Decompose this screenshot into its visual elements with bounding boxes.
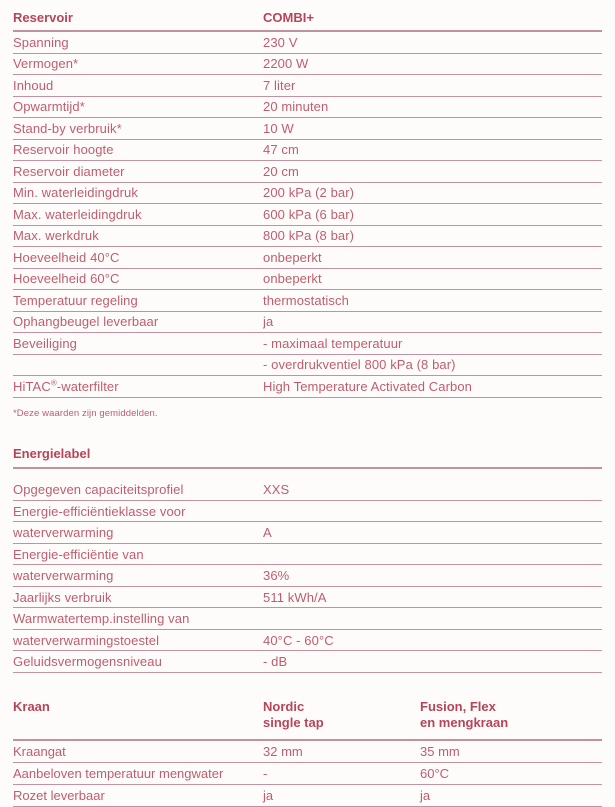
spec-value: 200 kPa (2 bar) (263, 185, 355, 201)
table-row (13, 630, 602, 652)
table-row (13, 290, 602, 312)
table-row (13, 226, 602, 248)
hitac-name: HiTAC (13, 378, 51, 394)
spec-label: Rozet leverbaar (13, 787, 105, 803)
table-row-hitac (13, 376, 602, 398)
spec-value: thermostatisch (263, 292, 349, 308)
kraan-col-nordic-line1: Nordic (263, 698, 305, 714)
spec-value: XXS (263, 482, 290, 498)
table-row (13, 97, 602, 119)
spec-label: Spanning (13, 34, 69, 50)
spec-label: Aanbeloven temperatuur mengwater (13, 765, 224, 781)
spec-value: 20 cm (263, 163, 299, 179)
table-row (13, 565, 602, 587)
spec-label: Jaarlijks verbruik (13, 589, 112, 605)
spec-label: Hoeveelheid 60°C (13, 271, 120, 287)
spec-value-fusion: 60°C (420, 765, 450, 781)
spec-label: Reservoir hoogte (13, 142, 114, 158)
kraan-col-fusion-line2: en mengkraan (420, 715, 509, 731)
spec-label: waterverwarmingstoestel (13, 632, 160, 648)
table-row (13, 587, 602, 609)
spec-value: 47 cm (263, 142, 299, 158)
spec-value: 511 kWh/A (263, 589, 327, 605)
spec-label: Vermogen* (13, 56, 79, 72)
spec-value: 40°C - 60°C (263, 632, 334, 648)
spec-value: 20 minuten (263, 99, 329, 115)
table-row (13, 651, 602, 673)
spec-label: waterverwarming (13, 568, 114, 584)
spec-label: Opwarmtijd* (13, 99, 85, 115)
spec-label: Inhoud (13, 77, 54, 93)
spec-value: 10 W (263, 120, 294, 136)
spec-label: Reservoir diameter (13, 163, 125, 179)
table-row (13, 312, 602, 334)
table-row (13, 183, 602, 205)
energy-section-title: Energielabel (13, 446, 602, 469)
spec-value: 600 kPa (6 bar) (263, 206, 355, 222)
spec-label: Temperatuur regeling (13, 292, 138, 308)
hitac-suffix: -waterfilter (56, 378, 119, 394)
spec-label: Opgegeven capaciteitsprofiel (13, 482, 184, 498)
spec-label: waterverwarming (13, 525, 114, 541)
kraan-header-label: Kraan (13, 698, 50, 714)
table-row (13, 501, 602, 523)
spec-value-nordic: - (263, 765, 268, 781)
table-row (13, 544, 602, 566)
spec-label: Warmwatertemp.instelling van (13, 611, 190, 627)
spec-value: onbeperkt (263, 271, 322, 287)
spec-label: Max. werkdruk (13, 228, 99, 244)
spec-label: Ophangbeugel leverbaar (13, 314, 159, 330)
spec-value: - maximaal temperatuur (263, 335, 403, 351)
table-row (13, 247, 602, 269)
table-row (13, 741, 602, 763)
spec-value-fusion: ja (420, 787, 431, 803)
table-row (13, 54, 602, 76)
table-row (13, 479, 602, 501)
reservoir-header-label: Reservoir (13, 10, 73, 25)
spec-value: 800 kPa (8 bar) (263, 228, 355, 244)
registered-trademark-symbol: ® (50, 378, 57, 388)
kraan-col-fusion (420, 699, 602, 732)
spec-value: - overdrukventiel 800 kPa (8 bar) (263, 357, 456, 373)
table-row (13, 204, 602, 226)
spec-label: Beveiliging (13, 335, 77, 351)
spec-label (13, 379, 263, 394)
spec-value-nordic: 32 mm (263, 743, 303, 759)
table-row (13, 32, 602, 54)
spec-value: ja (263, 314, 274, 330)
spec-value-fusion: 35 mm (420, 743, 460, 759)
spec-value: onbeperkt (263, 249, 322, 265)
spec-value: High Temperature Activated Carbon (263, 378, 473, 394)
spec-label: Geluidsvermogensniveau (13, 654, 162, 670)
spec-value: 2200 W (263, 56, 309, 72)
table-row (13, 269, 602, 291)
spec-value: 7 liter (263, 77, 296, 93)
reservoir-table-header (13, 9, 602, 32)
table-row (13, 522, 602, 544)
kraan-col-nordic-line2: single tap (263, 715, 324, 731)
kraan-col-fusion-line1: Fusion, Flex (420, 698, 496, 714)
spec-label: Energie-efficiëntieklasse voor (13, 503, 186, 519)
spec-label: Stand-by verbruik* (13, 120, 122, 136)
spec-label: Hoeveelheid 40°C (13, 249, 120, 265)
table-row (13, 118, 602, 140)
kraan-col-nordic (263, 699, 420, 732)
footnote: *Deze waarden zijn gemiddelden. (13, 407, 158, 419)
table-row (13, 75, 602, 97)
table-row (13, 140, 602, 162)
table-row (13, 161, 602, 183)
energy-table (13, 479, 602, 673)
spec-label: Energie-efficiëntie van (13, 546, 144, 562)
kraan-table (13, 741, 602, 807)
kraan-table-header (13, 699, 602, 741)
spec-value: - dB (263, 654, 288, 670)
spec-label: Kraangat (13, 743, 66, 759)
reservoir-table (13, 9, 602, 398)
spec-label: Min. waterleidingdruk (13, 185, 138, 201)
spec-value: A (263, 525, 272, 541)
spec-label: Max. waterleidingdruk (13, 206, 142, 222)
spec-value: 36% (263, 568, 290, 584)
table-row (13, 608, 602, 630)
table-row (13, 785, 602, 807)
reservoir-header-value: COMBI+ (263, 10, 314, 25)
spec-value-nordic: ja (263, 787, 274, 803)
table-row (13, 763, 602, 785)
spec-value: 230 V (263, 34, 298, 50)
table-row (13, 333, 602, 355)
table-row (13, 355, 602, 377)
